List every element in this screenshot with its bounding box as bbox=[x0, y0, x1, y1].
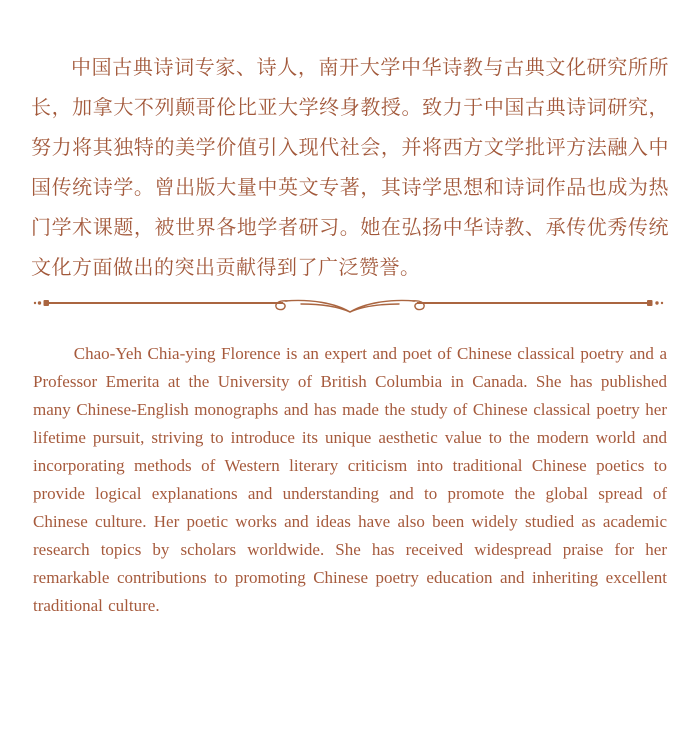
bio-chinese-paragraph: 中国古典诗词专家、诗人，南开大学中华诗教与古典文化研究所所长，加拿大不列颠哥伦比亚大学终身教授。致力于中国古典诗词研究，努力将其独特的美学价值引入现代社会，并将西方文学批评方法融入中国传统诗学。曾出版大量中英文专著，其诗学思想和诗词作品也成为热门学术课题，被世界各地学者研习。她在弘扬中华诗教、承传优秀传统文化方面做出的突出贡献得到了广泛赞誉。 bbox=[31, 57, 669, 279]
divider-right-dot-icon bbox=[661, 302, 663, 304]
divider-left-dot-icon bbox=[34, 302, 36, 304]
bio-english-paragraph: Chao-Yeh Chia-ying Florence is an expert and poet of Chinese classical poetry and a Professor Emerita at the University of British Columbia in Canada. She has published many Chinese-English monographs and has made the study of Chinese classical poetry her lifetime pursuit, striving to introduce its unique aesthetic value to the modern world and incorporating methods of Western literary criticism into traditional Chinese poetics to provide logical explanations and understanding and to promote the global spread of Chinese culture. Her poetic works and ideas have also been widely studied as academic research topics by scholars worldwide. She has received widespread praise for her remarkable contributions to promoting Chinese poetry education and inheriting excellent traditional culture. bbox=[33, 344, 667, 615]
section-divider bbox=[33, 291, 667, 317]
divider-rule-icon bbox=[33, 291, 667, 317]
divider-center-flourish-icon bbox=[276, 300, 424, 312]
